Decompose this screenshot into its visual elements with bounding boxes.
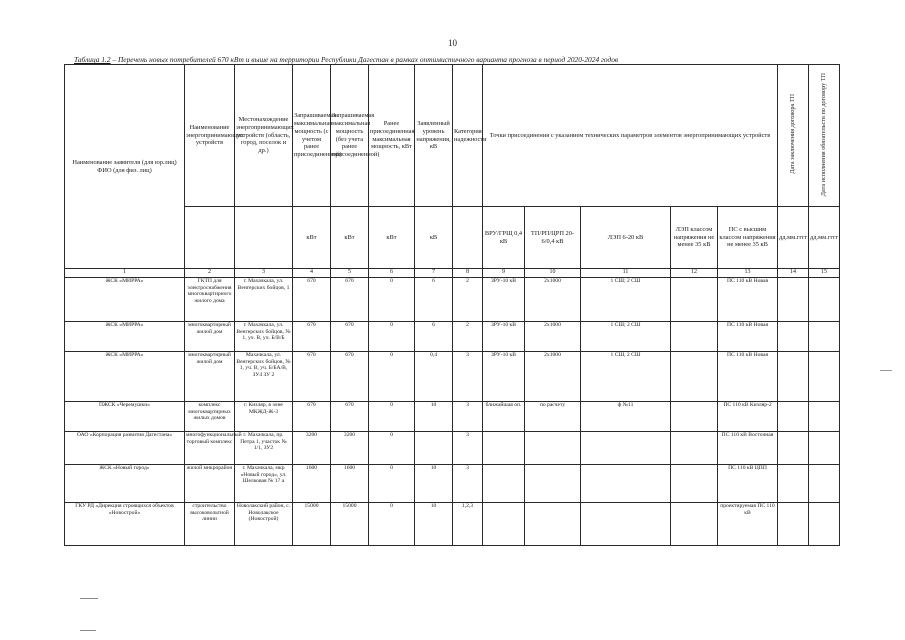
col-number: 10 xyxy=(525,269,581,278)
cell-location: г. Махачкала, мкр «Новый город», ул. Шелковая № 17 а xyxy=(235,465,293,503)
cell-ps: ПС 110 кВ Новая xyxy=(718,352,778,402)
cell-vru: ЗРУ-10 кВ xyxy=(483,322,525,352)
caption-text: – Перечень новых потребителей 670 кВт и выше на территории Республики Дагестан в рамках оптимистичного варианта прогноза в период 2020-2024 годов xyxy=(110,55,619,64)
cell-ps: ПС 110 кВ ЦПП xyxy=(718,465,778,503)
cell-lep-6-20 xyxy=(581,432,671,465)
cell-lep-6-20: 1 СШ; 2 СШ xyxy=(581,322,671,352)
cell-ps: ПС 110 кВ Новая xyxy=(718,322,778,352)
col-number: 14 xyxy=(778,269,809,278)
cell-voltage: 10 xyxy=(415,402,453,432)
cell-device: комплекс многоквартирных жилых домов xyxy=(185,402,235,432)
col-number: 8 xyxy=(453,269,483,278)
col-number: 4 xyxy=(293,269,331,278)
table-row xyxy=(65,352,840,402)
cell-ps: ПС 110 кВ Новая xyxy=(718,278,778,322)
col-number: 11 xyxy=(581,269,671,278)
col-number: 9 xyxy=(483,269,525,278)
cell-tp: 2х1000 xyxy=(525,352,581,402)
header-execution-date xyxy=(809,65,840,207)
cell-requested: 670 xyxy=(293,402,331,432)
cell-device: строительство высоковольтной линии xyxy=(185,503,235,546)
cell-ps: ПС 110 кВ Восточная xyxy=(718,432,778,465)
cell-device: многофункциональный торговый комплекс xyxy=(185,432,235,465)
header-lep-35: ЛЭП классом напряжения не менее 35 кВ xyxy=(671,207,718,269)
column-number-row xyxy=(65,269,840,278)
cell-tp: 2х1000 xyxy=(525,278,581,322)
cell-vru xyxy=(483,465,525,503)
cell-vru: ближайшая оп. xyxy=(483,402,525,432)
header-row-main xyxy=(65,65,840,207)
table-caption xyxy=(74,55,774,64)
cell-requested-excl: 15000 xyxy=(331,503,369,546)
cell-requested: 3200 xyxy=(293,432,331,465)
cell-vru xyxy=(483,503,525,546)
cell-location: г. Махачкала, ул. Венгерских бойцов, 1 xyxy=(235,278,293,322)
cell-contract-date xyxy=(778,322,809,352)
cell-lep-6-20: 1 СШ, 2 СШ xyxy=(581,352,671,402)
cell-location: г. Кизляр, в зоне МКЖД-Ж-3 xyxy=(235,402,293,432)
cell-applicant: ГКУ РД «Дирекция строящихся объектов «Новострой» xyxy=(65,503,185,546)
cell-category: 3 xyxy=(453,352,483,402)
cell-location: Новолакский район, с. Новолакское (Новострой) xyxy=(235,503,293,546)
cell-location: г. Махачкала, ул. Венгерских бойцов, № 1, уч. В, уч. Б/В/Б xyxy=(235,322,293,352)
cell-category: 2 xyxy=(453,278,483,322)
cell-applicant: ОАО «Корпорация развития Дагестана» xyxy=(65,432,185,465)
header-lep-6-20: ЛЭП 6-20 кВ xyxy=(581,207,671,269)
cell-lep-35 xyxy=(671,503,718,546)
cell-tp xyxy=(525,432,581,465)
cell-device: ГКТП для электроснабжения многоквартирного жилого дома xyxy=(185,278,235,322)
cell-vru: ЗРУ-10 кВ xyxy=(483,352,525,402)
header-voltage: Заявленный уровень напряжения, кВ xyxy=(415,65,453,207)
cell-category: 3 xyxy=(453,432,483,465)
table-row xyxy=(65,503,840,546)
cell-previous: 0 xyxy=(369,322,415,352)
cell-voltage xyxy=(415,432,453,465)
cell-location: г. Махачкала, пр. Петра 1, участок № 1/1, ЗУ2 xyxy=(235,432,293,465)
cell-voltage: 6 xyxy=(415,278,453,322)
cell-requested: 670 xyxy=(293,278,331,322)
cell-voltage: 0,4 xyxy=(415,352,453,402)
cell-requested-excl: 1600 xyxy=(331,465,369,503)
cell-previous: 0 xyxy=(369,432,415,465)
col-number: 13 xyxy=(718,269,778,278)
cell-tp xyxy=(525,503,581,546)
header-requested-max-excl: Запрашиваемая максимальная мощность (без учета ранее присоединенной) xyxy=(331,65,369,207)
unit-kw-4: кВт xyxy=(293,207,331,269)
cell-applicant: ЖСК «МИРРА» xyxy=(65,352,185,402)
header-devices: Наименование энергопринимающих устройств xyxy=(185,65,235,207)
table-row xyxy=(65,322,840,352)
cell-tp: 2х1000 xyxy=(525,322,581,352)
cell-lep-35 xyxy=(671,352,718,402)
unit-empty-devices xyxy=(185,207,235,269)
header-location: Местонахождение энергопринимающих устройств (область, город, поселок и др.) xyxy=(235,65,293,207)
cell-device: жилой микрорайон xyxy=(185,465,235,503)
cell-lep-6-20 xyxy=(581,503,671,546)
cell-location: Махачкала, ул. Венгерских бойцов, № 1, уч. В, уч. Б/БА/В, ЗУ4 ЗУ 2 xyxy=(235,352,293,402)
cell-previous: 0 xyxy=(369,402,415,432)
cell-lep-35 xyxy=(671,432,718,465)
cell-requested: 1600 xyxy=(293,465,331,503)
cell-execution-date xyxy=(809,503,840,546)
header-tp: ТП/РП/ЦРП 20-6/0,4 кВ xyxy=(525,207,581,269)
unit-empty-category xyxy=(453,207,483,269)
cell-category: 2 xyxy=(453,322,483,352)
col-number: 15 xyxy=(809,269,840,278)
cell-contract-date xyxy=(778,402,809,432)
header-contract-date xyxy=(778,65,809,207)
cell-previous: 0 xyxy=(369,278,415,322)
cell-previous: 0 xyxy=(369,465,415,503)
date-format-15: дд.мм.гггг xyxy=(809,207,840,269)
page-number: 10 xyxy=(448,38,457,48)
col-number: 6 xyxy=(369,269,415,278)
header-connection-points: Точки присоединения с указанием технических параметров элементов энергопринимающих устройств xyxy=(483,65,778,207)
cell-voltage: 10 xyxy=(415,503,453,546)
cell-tp xyxy=(525,465,581,503)
table-row xyxy=(65,465,840,503)
cell-requested-excl: 670 xyxy=(331,278,369,322)
table-row xyxy=(65,278,840,322)
cell-execution-date xyxy=(809,465,840,503)
header-ps-35: ПС с высшим классом напряжения не менее 35 кВ xyxy=(718,207,778,269)
cell-tp: по расчету xyxy=(525,402,581,432)
cell-device: многоквартирный жилой дом xyxy=(185,322,235,352)
cell-contract-date xyxy=(778,352,809,402)
header-applicant: Наименование заявителя (для юр.лиц) ФИО (для физ. лиц) xyxy=(65,65,185,269)
caption-lead: Таблица 1.2 xyxy=(74,55,111,64)
table-row xyxy=(65,402,840,432)
unit-kw-5: кВт xyxy=(331,207,369,269)
cell-previous: 0 xyxy=(369,352,415,402)
cell-applicant: ЖСК «МИРРА» xyxy=(65,322,185,352)
header-requested-max: Запрашиваемая максимальная мощность (с учетом ранее присоединенной) xyxy=(293,65,331,207)
cell-applicant: ЖСК «МИРРА» xyxy=(65,278,185,322)
cell-voltage: 6 xyxy=(415,322,453,352)
cell-contract-date xyxy=(778,278,809,322)
cell-contract-date xyxy=(778,465,809,503)
header-previous-power: Ранее присоединенная максимальная мощность, кВт xyxy=(369,65,415,207)
cell-execution-date xyxy=(809,278,840,322)
execution-date-label: Дата исполнения обязательств по договору ТП xyxy=(820,72,828,196)
col-number: 2 xyxy=(185,269,235,278)
scan-mark xyxy=(80,630,96,631)
cell-lep-35 xyxy=(671,278,718,322)
unit-kw-6: кВт xyxy=(369,207,415,269)
cell-applicant: ЖСК «Новый город» xyxy=(65,465,185,503)
cell-lep-35 xyxy=(671,402,718,432)
cell-execution-date xyxy=(809,402,840,432)
unit-empty-location xyxy=(235,207,293,269)
cell-vru: ЗРУ-10 кВ xyxy=(483,278,525,322)
contract-date-label: Дата заключения договора ТП xyxy=(789,94,797,175)
cell-lep-6-20: 1 СШ; 2 СШ xyxy=(581,278,671,322)
unit-kv-7: кВ xyxy=(415,207,453,269)
cell-requested-excl: 670 xyxy=(331,352,369,402)
cell-ps: проектируемая ПС 110 кВ xyxy=(718,503,778,546)
col-number: 7 xyxy=(415,269,453,278)
cell-requested: 15000 xyxy=(293,503,331,546)
cell-requested-excl: 3200 xyxy=(331,432,369,465)
col-number: 3 xyxy=(235,269,293,278)
cell-execution-date xyxy=(809,322,840,352)
col-number: 5 xyxy=(331,269,369,278)
cell-voltage: 10 xyxy=(415,465,453,503)
table-row xyxy=(65,432,840,465)
cell-lep-6-20: ф №11 xyxy=(581,402,671,432)
consumers-table xyxy=(64,64,840,546)
cell-execution-date xyxy=(809,432,840,465)
cell-contract-date xyxy=(778,503,809,546)
header-vru: ВРУ/ГРЩ 0,4 кВ xyxy=(483,207,525,269)
cell-requested-excl: 670 xyxy=(331,402,369,432)
scan-mark xyxy=(880,370,892,371)
header-category: Категория надежности xyxy=(453,65,483,207)
cell-lep-35 xyxy=(671,465,718,503)
cell-applicant: ПЖСК «Черемушки» xyxy=(65,402,185,432)
cell-category: 1,2,3 xyxy=(453,503,483,546)
cell-requested-excl: 670 xyxy=(331,322,369,352)
cell-category: 3 xyxy=(453,402,483,432)
cell-requested: 670 xyxy=(293,352,331,402)
cell-execution-date xyxy=(809,352,840,402)
cell-vru xyxy=(483,432,525,465)
cell-previous: 0 xyxy=(369,503,415,546)
date-format-14: дд.мм.гггг xyxy=(778,207,809,269)
cell-contract-date xyxy=(778,432,809,465)
scan-mark xyxy=(80,598,98,599)
cell-requested: 670 xyxy=(293,322,331,352)
cell-device: многоквартирный жилой дом xyxy=(185,352,235,402)
cell-category: 3 xyxy=(453,465,483,503)
cell-lep-35 xyxy=(671,322,718,352)
col-number: 12 xyxy=(671,269,718,278)
col-number: 1 xyxy=(65,269,185,278)
cell-lep-6-20 xyxy=(581,465,671,503)
cell-ps: ПС 110 кВ Кизляр-2 xyxy=(718,402,778,432)
